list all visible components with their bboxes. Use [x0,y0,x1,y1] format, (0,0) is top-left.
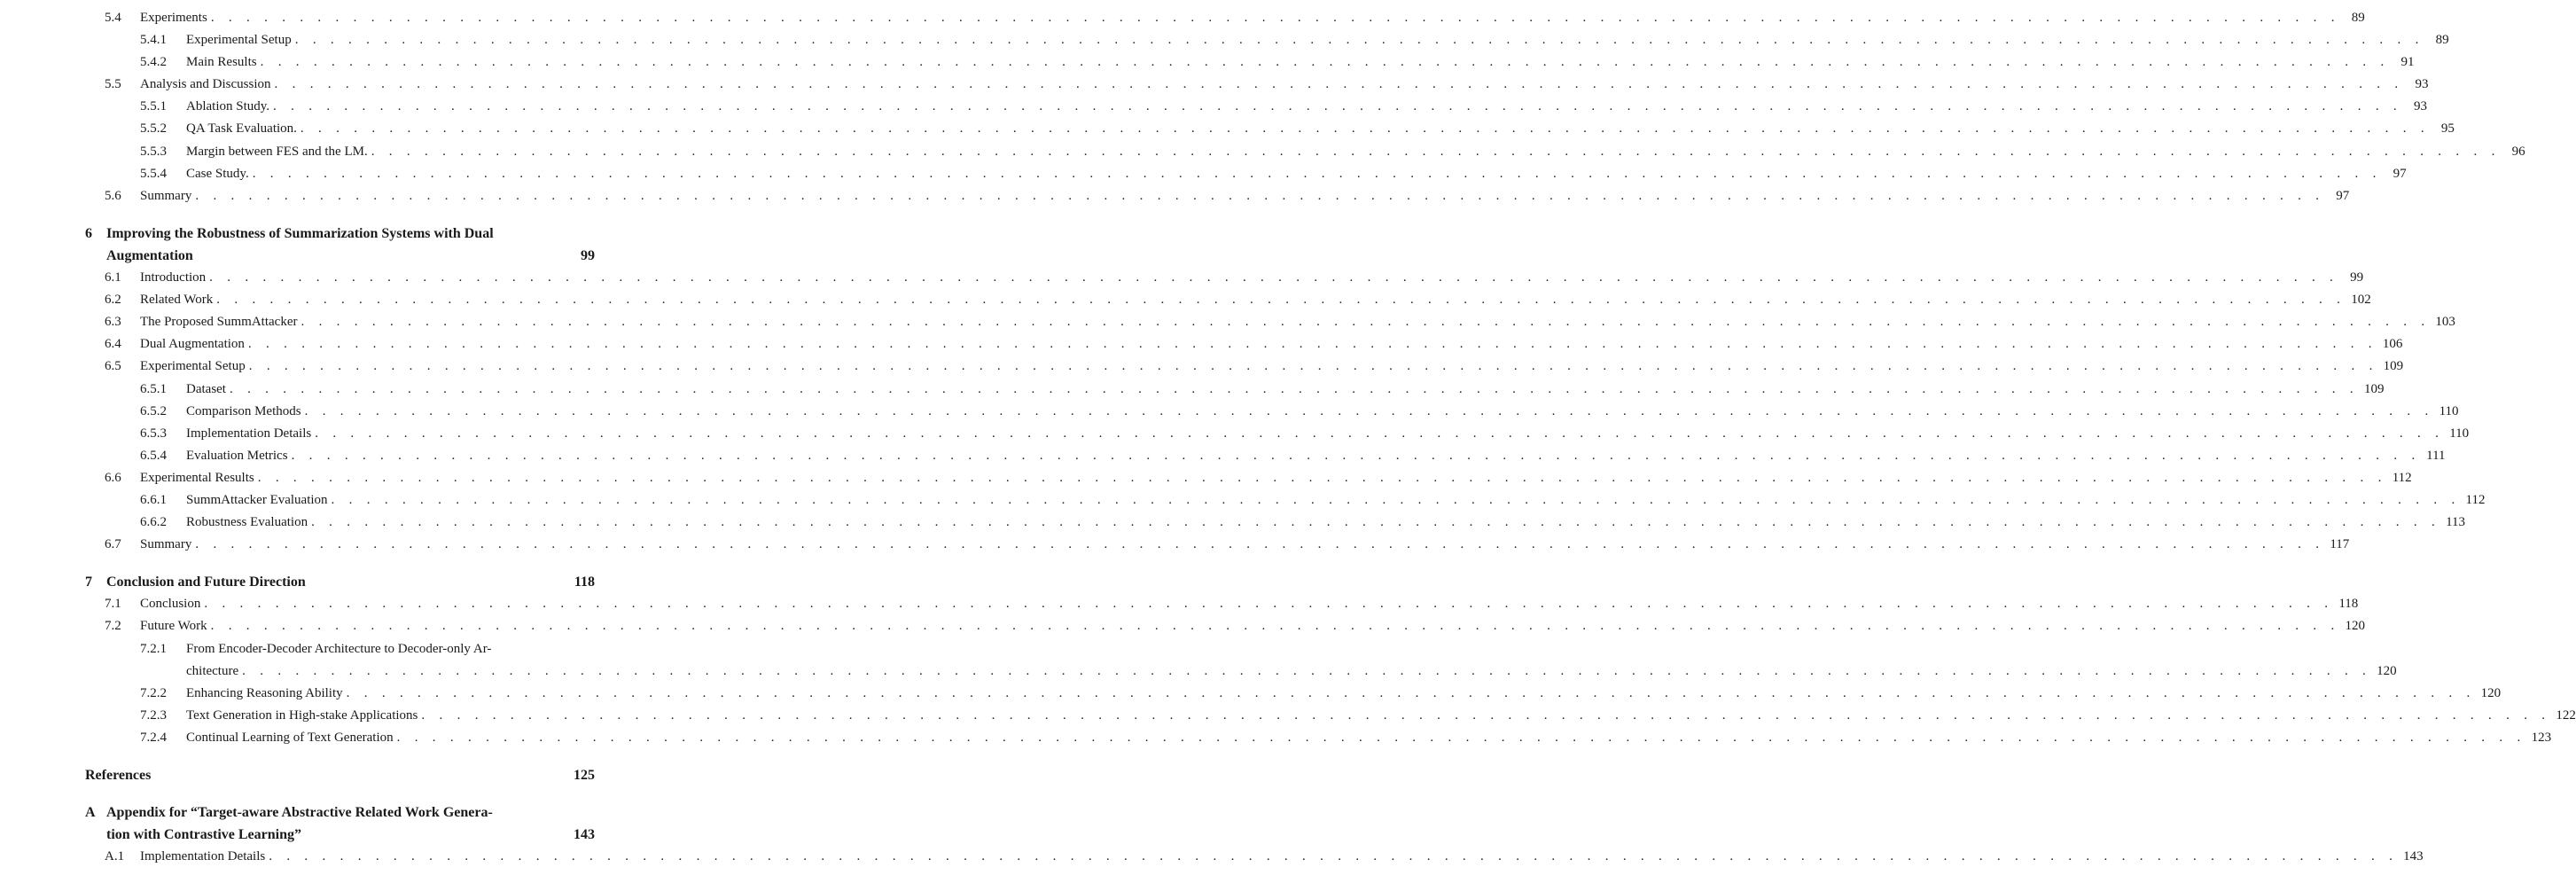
entry-page-number: 93 [2413,99,2427,114]
entry-title: Appendix for “Target-aware Abstractive Related Work Genera- [106,805,493,821]
dot-leader: . . . . . . . . . . . . . . . . . . . . . . . . . . . . . . . . . . . . . . . . . . . . . . . . . . . . . . . . . . . . . . . . . . . . . . . . . . . . . . . . . . . . . . . . . . . . . . . . . . . . . . . . . . . . . . . . . . . . . . . . [229,381,2359,396]
entry-body [140,467,2412,489]
dot-leader: . . . . . . . . . . . . . . . . . . . . . . . . . . . . . . . . . . . . . . . . . . . . . . . . . . . . . . . . . . . . . . . . . . . . . . . . . . . . . . . . . . . . . . . . . . . . . . . . . . . . . . . . . . . . . . . . . . . . . . . . [210,619,2340,634]
entry-number: 6.6 [105,470,121,485]
entry-title: Text Generation in High-stake Applications [186,707,418,723]
entry-body [186,683,2502,705]
toc-section-entry[interactable] [0,185,2350,207]
entry-title: Implementation Details [186,426,312,441]
entry-body [140,185,2350,207]
entry-title: SummAttacker Evaluation [186,492,328,507]
entry-title: Dual Augmentation [140,337,245,352]
toc-section-entry[interactable] [0,593,2359,615]
entry-number: 5.6 [105,188,121,203]
entry-page-number: 91 [2400,55,2415,70]
entry-body [186,445,2446,467]
entry-body [140,593,2359,615]
toc-subsection-entry[interactable] [0,683,2502,705]
toc-section-entry[interactable] [0,7,2365,29]
dot-leader [305,824,568,846]
toc-subsection-entry[interactable] [0,423,2470,445]
dot-leader [496,801,570,824]
entry-page-number: 110 [2449,426,2470,441]
entry-number: 6.2 [105,293,121,308]
entry-body [140,7,2365,29]
entry-body [106,571,595,593]
entry-body [186,660,2397,683]
toc-section-entry[interactable] [0,74,2429,96]
entry-title: Related Work [140,293,214,308]
toc-section-entry[interactable] [0,311,2455,333]
toc-subsection-entry[interactable] [0,638,650,660]
toc-subsection-entry[interactable] [0,118,2455,140]
dot-leader: . . . . . . . . . . . . . . . . . . . . . . . . . . . . . . . . . . . . . . . . . . . . . . . . . . . . . . . . . . . . . . . . . . . . . . . . . . . . . . . . . . . . . . . . . . . . . . . . . . . . . . . . . . . . . . . . . . . . . . . . [274,77,2404,92]
toc-subsection-entry[interactable] [0,512,2466,534]
entry-title: References [85,768,152,783]
entry-page-number: 113 [2446,515,2466,530]
entry-page-number: 89 [2435,33,2449,48]
dot-leader: . . . . . . . . . . . . . . . . . . . . . . . . . . . . . . . . . . . . . . . . . . . . . . . . . . . . . . . . . . . . . . . . . . . . . . . . . . . . . . . . . . . . . . . . . . . . . . . . . . . . . . . . . . . . . . . . . . . . . . . . [396,730,2526,745]
entry-body [140,74,2429,96]
toc-subsection-entry[interactable] [0,445,2446,467]
entry-page-number: 109 [2383,359,2404,374]
entry-page-number: 120 [2480,685,2502,700]
toc-subsection-entry[interactable] [0,489,2486,512]
entry-number: 6.3 [105,315,121,330]
toc-subsection-entry[interactable] [0,96,2427,118]
dot-leader: . . . . . . . . . . . . . . . . . . . . . . . . . . . . . . . . . . . . . . . . . . . . . . . . . . . . . . . . . . . . . . . . . . . . . . . . . . . . . . . . . . . . . . . . . . . . . . . . . . . . . . . . . . . . . . . . . . . . . . . . [195,188,2325,203]
toc-chapter-entry[interactable] [0,801,650,824]
entry-number: 6.6.2 [140,515,167,530]
entry-title: Case Study. [186,166,249,181]
entry-number: 5.5.2 [140,121,167,137]
toc-chapter-entry[interactable] [0,764,650,786]
entry-body [186,118,2455,140]
entry-page-number: 111 [2426,448,2446,463]
entry-body [140,846,2424,868]
dot-leader: . . . . . . . . . . . . . . . . . . . . . . . . . . . . . . . . . . . . . . . . . . . . . . . . . . . . . . . . . . . . . . . . . . . . . . . . . . . . . . . . . . . . . . . . . . . . . . . . . . . . . . . . . . . . . . . . . . . . . . . . [315,426,2445,441]
dot-leader: . . . . . . . . . . . . . . . . . . . . . . . . . . . . . . . . . . . . . . . . . . . . . . . . . . . . . . . . . . . . . . . . . . . . . . . . . . . . . . . . . . . . . . . . . . . . . . . . . . . . . . . . . . . . . . . . . . . . . . . . [294,33,2424,48]
entry-number: 7.2.1 [140,641,167,656]
entry-number: 5.5.4 [140,166,167,181]
entry-body [106,245,595,267]
entry-body [140,289,2371,311]
dot-leader: . . . . . . . . . . . . . . . . . . . . . . . . . . . . . . . . . . . . . . . . . . . . . . . . . . . . . . . . . . . . . . . . . . . . . . . . . . . . . . . . . . . . . . . . . . . . . . . . . . . . . . . . . . . . . . . . . . . . . . . . [300,121,2430,137]
entry-number: 6.6.1 [140,492,167,507]
entry-page-number: 109 [2363,381,2385,396]
entry-number: 5.4 [105,11,121,25]
entry-page-number: 102 [2351,293,2371,308]
entry-number: 5.5 [105,77,121,92]
entry-body [186,51,2415,74]
dot-leader [495,638,570,660]
entry-page-number: 143 [574,827,595,843]
entry-page-number: 118 [574,574,595,590]
dot-leader: . . . . . . . . . . . . . . . . . . . . . . . . . . . . . . . . . . . . . . . . . . . . . . . . . . . . . . . . . . . . . . . . . . . . . . . . . . . . . . . . . . . . . . . . . . . . . . . . . . . . . . . . . . . . . . . . . . . . . . . . [242,663,2372,678]
dot-leader [309,571,569,593]
toc-section-entry[interactable] [0,615,2366,637]
entry-number: 5.5.3 [140,144,167,159]
entry-title: Comparison Methods [186,403,301,418]
toc-subsection-entry[interactable] [0,379,2385,401]
dot-leader: . . . . . . . . . . . . . . . . . . . . . . . . . . . . . . . . . . . . . . . . . . . . . . . . . . . . . . . . . . . . . . . . . . . . . . . . . . . . . . . . . . . . . . . . . . . . . . . . . . . . . . . . . . . . . . . . . . . . . . . . [252,166,2382,181]
entry-page-number: 93 [2415,77,2429,92]
entry-body [186,379,2385,401]
entry-number: 6.5.1 [140,381,167,396]
entry-title: Experimental Setup [186,33,292,48]
entry-body [140,534,2350,556]
entry-page-number: 112 [2465,492,2486,507]
dot-leader: . . . . . . . . . . . . . . . . . . . . . . . . . . . . . . . . . . . . . . . . . . . . . . . . . . . . . . . . . . . . . . . . . . . . . . . . . . . . . . . . . . . . . . . . . . . . . . . . . . . . . . . . . . . . . . . . . . . . . . . . [195,537,2325,552]
entry-title: From Encoder-Decoder Architecture to Decoder-only Ar- [186,641,492,656]
entry-number: 7 [85,574,92,590]
entry-number: 7.1 [105,597,121,612]
entry-title: chitecture [186,663,239,678]
entry-title: Continual Learning of Text Generation [186,730,394,745]
entry-title: Dataset [186,381,226,396]
toc-subsection-entry[interactable] [0,660,2397,683]
entry-body [186,29,2449,51]
entry-body [186,705,2576,727]
toc-section-entry[interactable] [0,356,2404,378]
entry-title: Ablation Study. [186,99,270,114]
dot-leader: . . . . . . . . . . . . . . . . . . . . . . . . . . . . . . . . . . . . . . . . . . . . . . . . . . . . . . . . . . . . . . . . . . . . . . . . . . . . . . . . . . . . . . . . . . . . . . . . . . . . . . . . . . . . . . . . . . . . . . . . [311,515,2441,530]
entry-body [186,512,2466,534]
entry-title: Implementation Details [140,849,266,864]
dot-leader [197,245,570,267]
dot-leader: . . . . . . . . . . . . . . . . . . . . . . . . . . . . . . . . . . . . . . . . . . . . . . . . . . . . . . . . . . . . . . . . . . . . . . . . . . . . . . . . . . . . . . . . . . . . . . . . . . . . . . . . . . . . . . . . . . . . . . . . [346,685,2476,700]
entry-body [186,141,2525,163]
toc-subsection-entry[interactable] [0,705,2576,727]
entry-title: QA Task Evaluation. [186,121,297,137]
toc-subsection-entry[interactable] [0,163,2407,185]
dot-leader: . . . . . . . . . . . . . . . . . . . . . . . . . . . . . . . . . . . . . . . . . . . . . . . . . . . . . . . . . . . . . . . . . . . . . . . . . . . . . . . . . . . . . . . . . . . . . . . . . . . . . . . . . . . . . . . . . . . . . . . . [301,315,2431,330]
toc-chapter-entry[interactable] [0,245,650,267]
entry-body [85,764,595,786]
entry-title: The Proposed SummAttacker [140,315,298,330]
dot-leader: . . . . . . . . . . . . . . . . . . . . . . . . . . . . . . . . . . . . . . . . . . . . . . . . . . . . . . . . . . . . . . . . . . . . . . . . . . . . . . . . . . . . . . . . . . . . . . . . . . . . . . . . . . . . . . . . . . . . . . . . [260,55,2390,70]
dot-leader: . . . . . . . . . . . . . . . . . . . . . . . . . . . . . . . . . . . . . . . . . . . . . . . . . . . . . . . . . . . . . . . . . . . . . . . . . . . . . . . . . . . . . . . . . . . . . . . . . . . . . . . . . . . . . . . . . . . . . . . . [247,337,2377,352]
entry-title: Conclusion and Future Direction [106,574,306,590]
dot-leader: . . . . . . . . . . . . . . . . . . . . . . . . . . . . . . . . . . . . . . . . . . . . . . . . . . . . . . . . . . . . . . . . . . . . . . . . . . . . . . . . . . . . . . . . . . . . . . . . . . . . . . . . . . . . . . . . . . . . . . . . [248,359,2378,374]
dot-leader: . . . . . . . . . . . . . . . . . . . . . . . . . . . . . . . . . . . . . . . . . . . . . . . . . . . . . . . . . . . . . . . . . . . . . . . . . . . . . . . . . . . . . . . . . . . . . . . . . . . . . . . . . . . . . . . . . . . . . . . . [209,270,2339,285]
entry-number: 7.2.3 [140,707,167,723]
dot-leader: . . . . . . . . . . . . . . . . . . . . . . . . . . . . . . . . . . . . . . . . . . . . . . . . . . . . . . . . . . . . . . . . . . . . . . . . . . . . . . . . . . . . . . . . . . . . . . . . . . . . . . . . . . . . . . . . . . . . . . . . [216,293,2346,308]
entry-number: 6.1 [105,270,121,285]
entry-body [186,163,2407,185]
entry-title: Evaluation Metrics [186,448,288,463]
entry-title: Experimental Setup [140,359,246,374]
toc-chapter-entry[interactable] [0,824,650,846]
entry-page-number: 112 [2392,470,2412,485]
toc-chapter-entry[interactable] [0,571,650,593]
entry-body [186,638,595,660]
toc-section-entry[interactable] [0,534,2350,556]
entry-number: 7.2.2 [140,685,167,700]
dot-leader: . . . . . . . . . . . . . . . . . . . . . . . . . . . . . . . . . . . . . . . . . . . . . . . . . . . . . . . . . . . . . . . . . . . . . . . . . . . . . . . . . . . . . . . . . . . . . . . . . . . . . . . . . . . . . . . . . . . . . . . . [273,99,2402,114]
entry-page-number [570,801,595,824]
entry-title: Experimental Results [140,470,254,485]
entry-body [140,615,2366,637]
entry-page-number: 99 [581,247,595,263]
entry-number: 6.5.3 [140,426,167,441]
entry-body [186,96,2427,118]
entry-page-number: 99 [2350,270,2364,285]
entry-title: Summary [140,188,192,203]
entry-number: 5.5.1 [140,99,167,114]
entry-title: Main Results [186,55,257,70]
toc-chapter-entry[interactable] [0,223,650,245]
dot-leader: . . . . . . . . . . . . . . . . . . . . . . . . . . . . . . . . . . . . . . . . . . . . . . . . . . . . . . . . . . . . . . . . . . . . . . . . . . . . . . . . . . . . . . . . . . . . . . . . . . . . . . . . . . . . . . . . . . . . . . . . [304,403,2434,418]
entry-number: 5.4.2 [140,55,167,70]
entry-number: 6 [85,225,92,241]
entry-number: A.1 [105,849,125,864]
entry-number: 6.7 [105,537,121,552]
entry-title: Experiments [140,11,207,25]
entry-body [186,727,2552,749]
entry-number: 5.4.1 [140,33,167,48]
entry-page-number: 106 [2382,337,2403,352]
entry-page-number: 118 [2338,597,2359,612]
entry-title: Margin between FES and the LM. [186,144,368,159]
entry-title: tion with Contrastive Learning” [106,827,301,843]
entry-page-number: 96 [2511,144,2525,159]
entry-body [140,356,2404,378]
toc-subsection-entry[interactable] [0,401,2459,423]
entry-page-number: 123 [2531,730,2552,745]
entry-number: 6.5.2 [140,403,167,418]
entry-body [106,223,595,245]
toc-section-entry[interactable] [0,333,2403,356]
entry-body [140,311,2455,333]
entry-page-number: 120 [2345,619,2366,634]
entry-page-number [570,223,595,245]
entry-number: 7.2 [105,619,121,634]
dot-leader: . . . . . . . . . . . . . . . . . . . . . . . . . . . . . . . . . . . . . . . . . . . . . . . . . . . . . . . . . . . . . . . . . . . . . . . . . . . . . . . . . . . . . . . . . . . . . . . . . . . . . . . . . . . . . . . . . . . . . . . . [331,492,2461,507]
entry-title: Future Work [140,619,207,634]
entry-page-number: 110 [2439,403,2459,418]
toc-subsection-entry[interactable] [0,141,2525,163]
entry-page-number: 89 [2351,11,2365,25]
entry-number: 7.2.4 [140,730,167,745]
toc-subsection-entry[interactable] [0,29,2449,51]
dot-leader: . . . . . . . . . . . . . . . . . . . . . . . . . . . . . . . . . . . . . . . . . . . . . . . . . . . . . . . . . . . . . . . . . . . . . . . . . . . . . . . . . . . . . . . . . . . . . . . . . . . . . . . . . . . . . . . . . . . . . . . . [257,470,2387,485]
entry-page-number: 97 [2336,188,2350,203]
entry-page-number: 125 [574,768,595,783]
entry-page-number: 122 [2556,707,2576,723]
dot-leader [497,223,570,245]
entry-title: Robustness Evaluation [186,515,308,530]
entry-body [186,489,2486,512]
entry-title: Analysis and Discussion [140,77,271,92]
entry-body [140,333,2403,356]
dot-leader: . . . . . . . . . . . . . . . . . . . . . . . . . . . . . . . . . . . . . . . . . . . . . . . . . . . . . . . . . . . . . . . . . . . . . . . . . . . . . . . . . . . . . . . . . . . . . . . . . . . . . . . . . . . . . . . . . . . . . . . . [291,448,2421,463]
dot-leader: . . . . . . . . . . . . . . . . . . . . . . . . . . . . . . . . . . . . . . . . . . . . . . . . . . . . . . . . . . . . . . . . . . . . . . . . . . . . . . . . . . . . . . . . . . . . . . . . . . . . . . . . . . . . . . . . . . . . . . . . [204,597,2334,612]
entry-page-number [570,638,595,660]
entry-number: A [85,805,96,821]
entry-title: Conclusion [140,597,201,612]
toc-subsection-entry[interactable] [0,727,2552,749]
entry-page-number: 143 [2403,849,2424,864]
entry-body [106,801,595,824]
toc-subsection-entry[interactable] [0,51,2415,74]
entry-body [140,267,2364,289]
toc-section-entry[interactable] [0,267,2364,289]
dot-leader: . . . . . . . . . . . . . . . . . . . . . . . . . . . . . . . . . . . . . . . . . . . . . . . . . . . . . . . . . . . . . . . . . . . . . . . . . . . . . . . . . . . . . . . . . . . . . . . . . . . . . . . . . . . . . . . . . . . . . . . . [371,144,2501,159]
entry-page-number: 120 [2377,663,2397,678]
entry-number: 6.4 [105,337,121,352]
toc-section-entry[interactable] [0,846,2424,868]
dot-leader [154,764,568,786]
entry-body [186,401,2459,423]
dot-leader: . . . . . . . . . . . . . . . . . . . . . . . . . . . . . . . . . . . . . . . . . . . . . . . . . . . . . . . . . . . . . . . . . . . . . . . . . . . . . . . . . . . . . . . . . . . . . . . . . . . . . . . . . . . . . . . . . . . . . . . . [421,707,2551,723]
entry-page-number: 103 [2435,315,2455,330]
entry-body [186,423,2470,445]
entry-body [106,824,595,846]
entry-number: 6.5 [105,359,121,374]
table-of-contents [0,7,2576,868]
toc-section-entry[interactable] [0,289,2371,311]
entry-title: Enhancing Reasoning Ability [186,685,343,700]
entry-page-number: 117 [2330,537,2350,552]
entry-page-number: 97 [2393,166,2407,181]
entry-title: Summary [140,537,192,552]
toc-section-entry[interactable] [0,467,2412,489]
entry-title: Augmentation [106,247,193,263]
entry-page-number: 95 [2440,121,2455,137]
dot-leader: . . . . . . . . . . . . . . . . . . . . . . . . . . . . . . . . . . . . . . . . . . . . . . . . . . . . . . . . . . . . . . . . . . . . . . . . . . . . . . . . . . . . . . . . . . . . . . . . . . . . . . . . . . . . . . . . . . . . . . . . [269,849,2399,864]
dot-leader: . . . . . . . . . . . . . . . . . . . . . . . . . . . . . . . . . . . . . . . . . . . . . . . . . . . . . . . . . . . . . . . . . . . . . . . . . . . . . . . . . . . . . . . . . . . . . . . . . . . . . . . . . . . . . . . . . . . . . . . . [210,11,2340,25]
entry-title: Improving the Robustness of Summarization Systems with Dual [106,225,494,241]
entry-title: Introduction [140,270,207,285]
entry-number: 6.5.4 [140,448,167,463]
